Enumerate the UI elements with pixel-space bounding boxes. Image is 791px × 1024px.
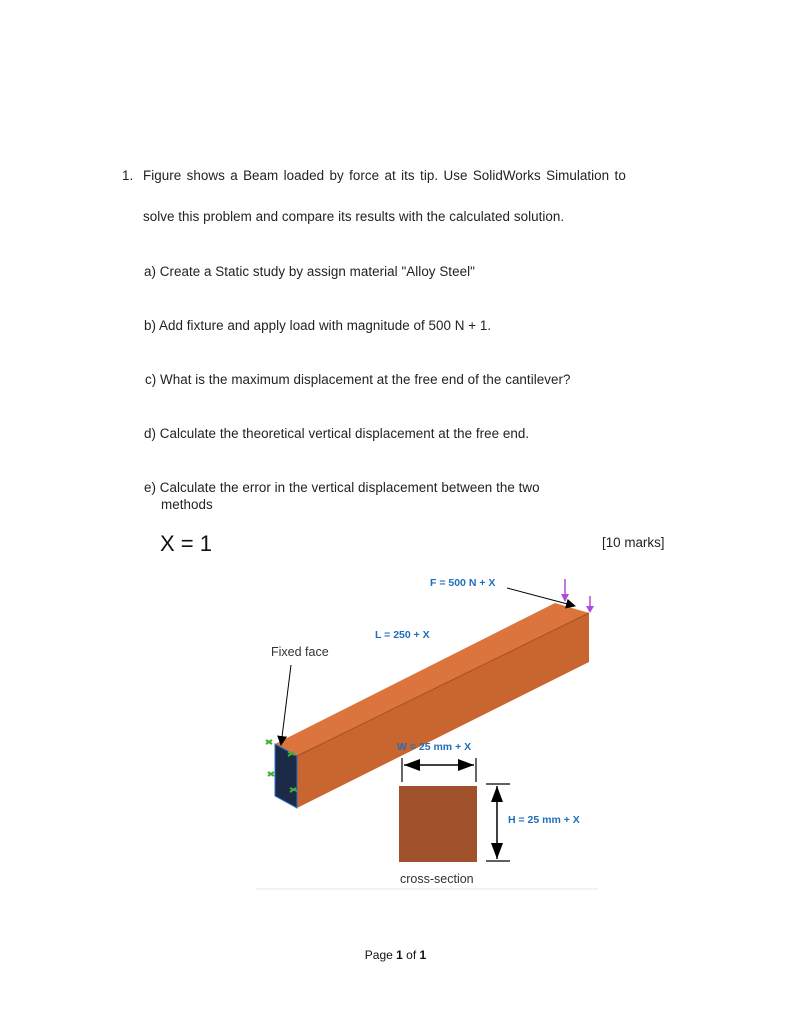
page-footer [0,948,791,962]
part-e: e) Calculate the error in the vertical displacement between the two [144,480,540,495]
fixture-marker [268,772,274,776]
question-text-line-2: solve this problem and compare its results with the calculated solution. [143,209,565,224]
part-d: d) Calculate the theoretical vertical displacement at the free end. [144,426,530,441]
footer-prefix: Page [364,948,397,962]
part-a: a) Create a Static study by assign material "Alloy Steel" [144,264,475,279]
fixed-face-label: Fixed face [271,645,329,659]
height-arrow-top [491,786,503,802]
marks: [10 marks] [602,535,665,550]
part-b: b) Add fixture and apply load with magnitude of 500 N + 1. [144,318,492,333]
length-label: L = 250 + X [375,629,430,641]
height-arrow-bottom [491,843,503,859]
question-text-line-1: Figure shows a Beam loaded by force at its tip. Use SolidWorks Simulation to [143,168,626,183]
question-number: 1. [122,168,134,183]
width-arrow-left [404,759,420,771]
part-e-continuation: methods [161,497,213,512]
cross-section-label: cross-section [400,872,474,886]
width-arrow-right [458,759,474,771]
part-c: c) What is the maximum displacement at the free end of the cantilever? [145,372,571,387]
force-label: F = 500 N + X [430,577,496,589]
cross-section-square [399,786,477,862]
beam-front-face [297,613,589,808]
fixed-face-leader [281,665,291,745]
x-value: X = 1 [160,531,212,556]
width-label: W = 25 mm + X [397,741,472,753]
height-label: H = 25 mm + X [508,814,580,826]
footer-current-page: 1 [396,948,403,962]
fixture-marker [266,740,272,744]
footer-middle: of [402,948,420,962]
footer-total-pages: 1 [419,948,427,962]
